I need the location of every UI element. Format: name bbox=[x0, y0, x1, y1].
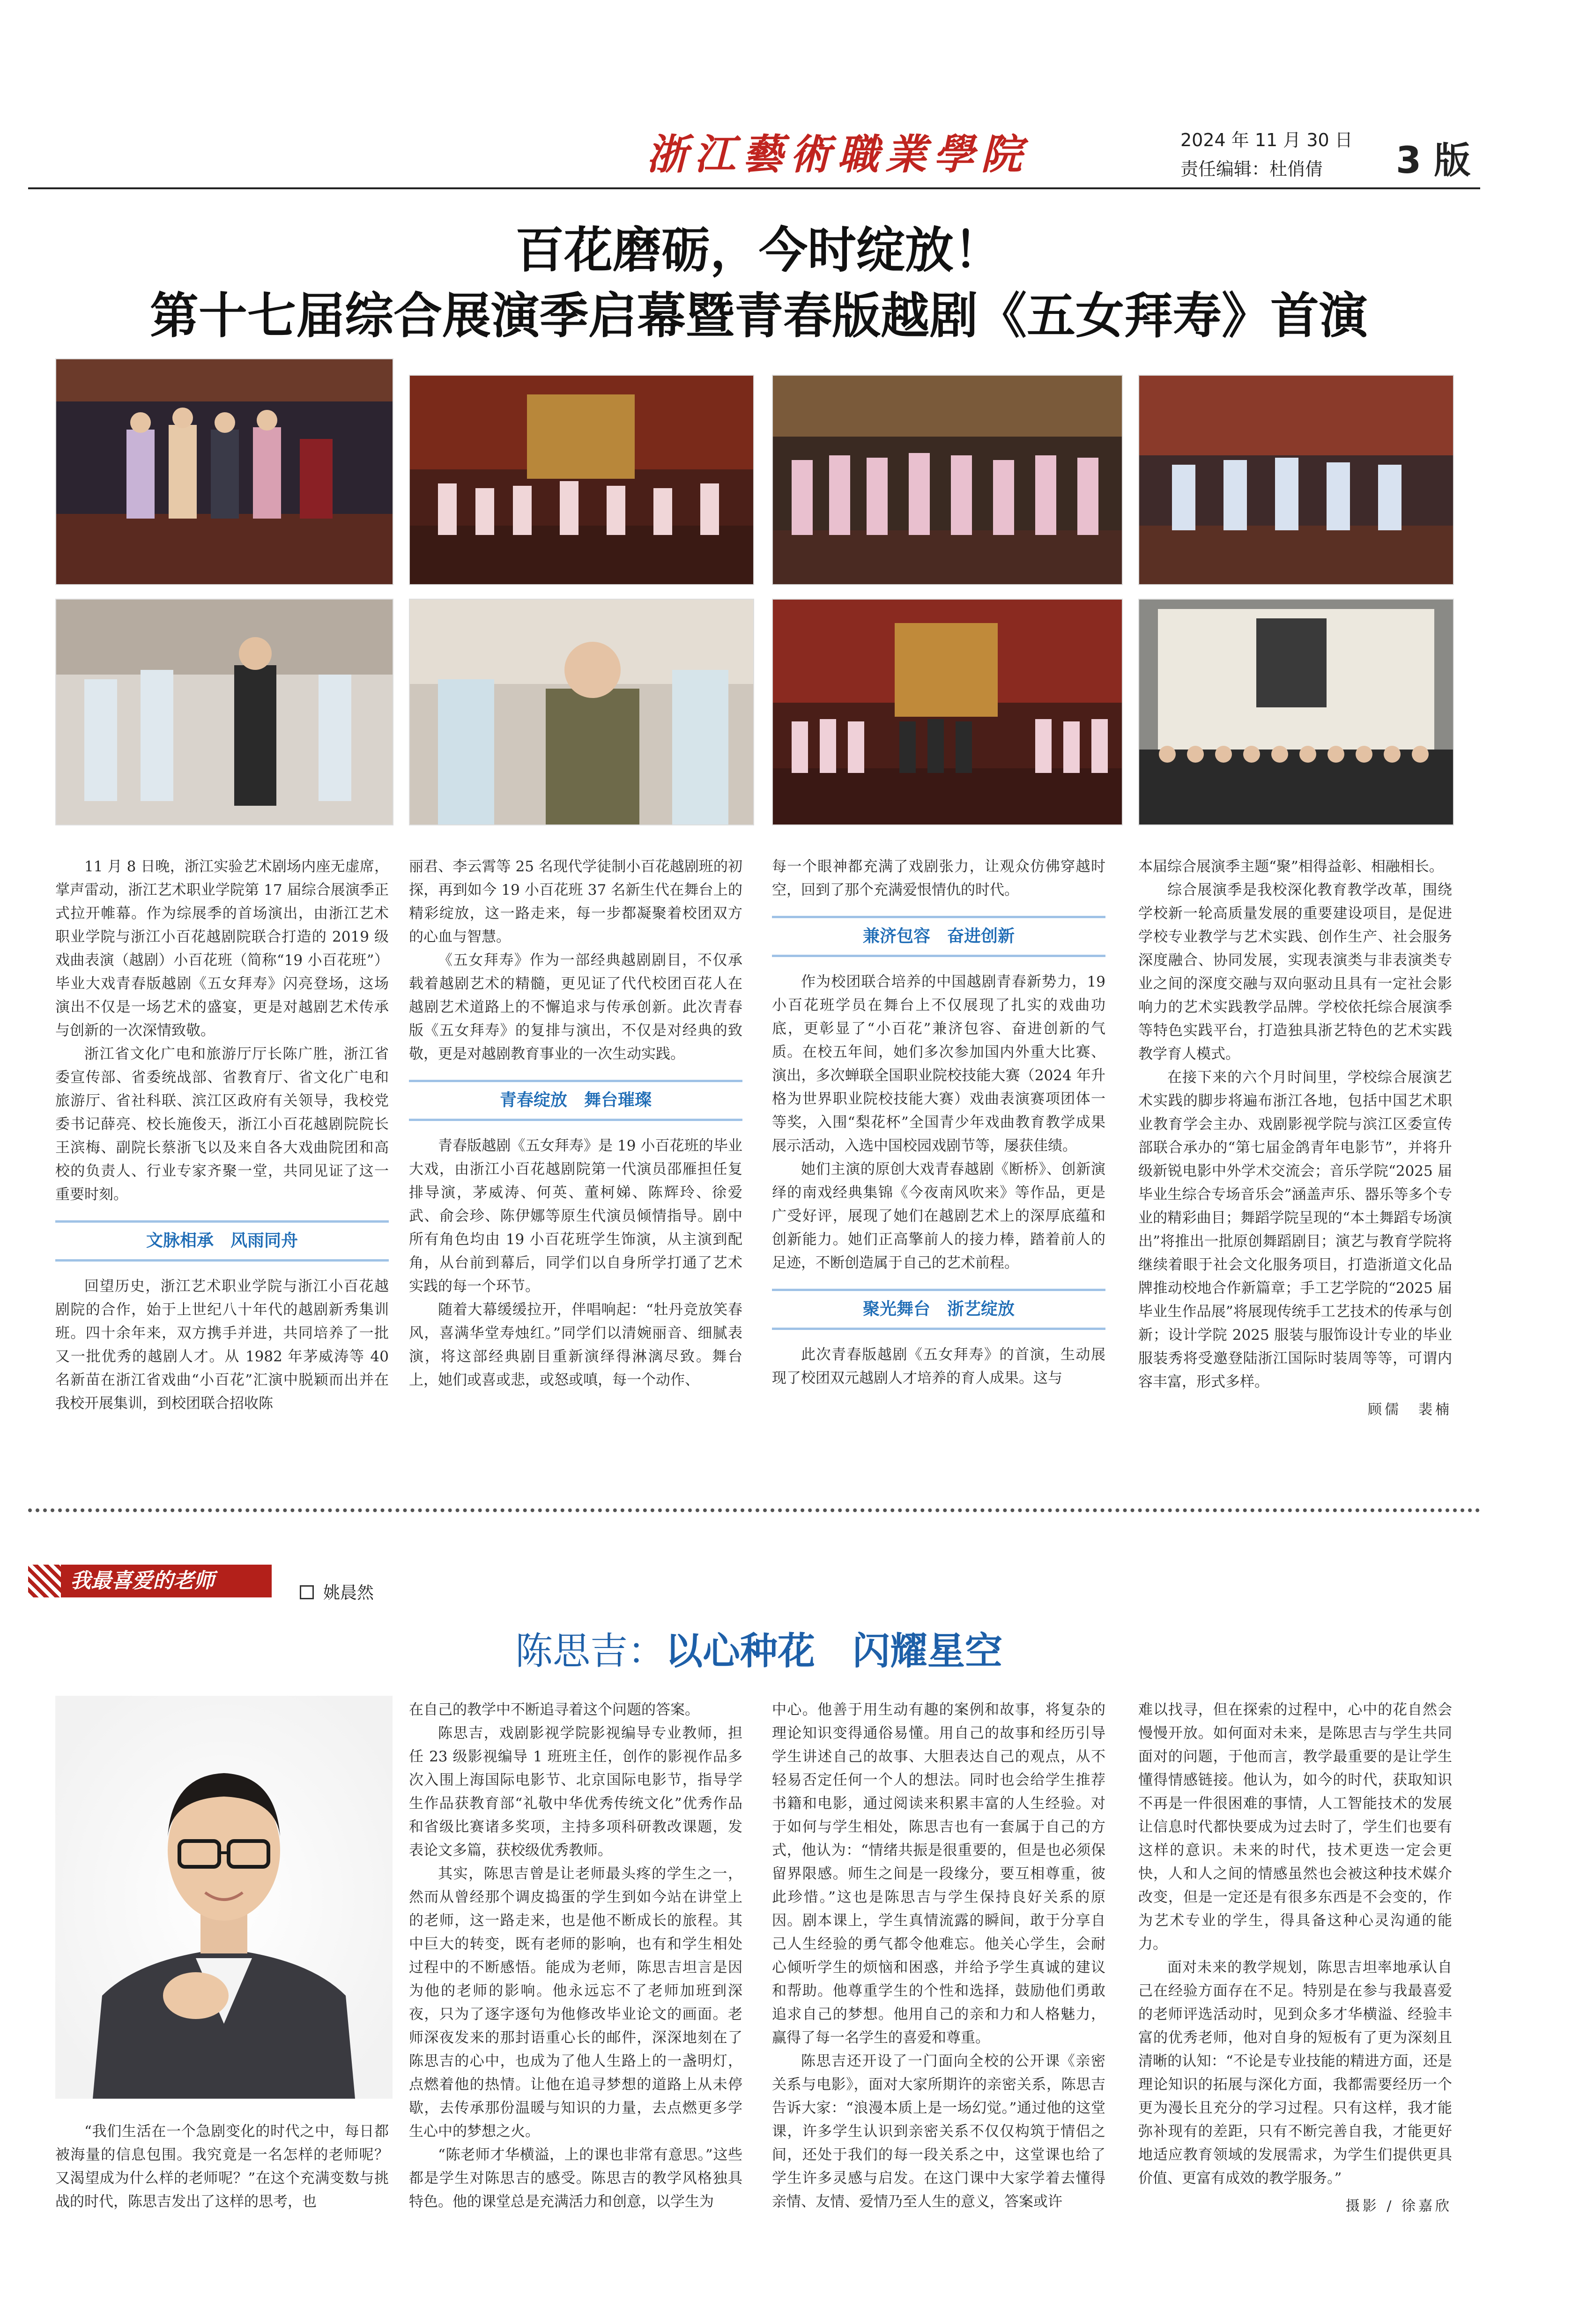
feature-column-2 bbox=[409, 1698, 742, 2213]
paragraph: 在接下来的六个月时间里，学校综合展演艺术实践的脚步将遍布浙江各地，包括中国艺术职业教育学会主办、戏剧影视学院与滨江区委宣传部联合承办的“第七届金鸽青年电影节”，并将升级新锐电影中外学术交流会；音乐学院“2025 届毕业生综合专场音乐会”涵盖声乐、器乐等多个专业的精彩曲目；舞蹈学院呈现的“本土舞蹈专场演出”将推出一批原创舞蹈剧目；演艺与教育学院将继续着眼于社会文化服务项目，打造浙道文化品牌推动校地合作新篇章；手工艺学院的“2025 届毕业生作品展”将展现传统手工艺技术的传承与创新；设计学院 2025 服装与服饰设计专业的毕业服装秀将受邀登陆浙江国际时装周等等，可谓内容丰富，形式多样。 bbox=[1138, 1069, 1452, 1390]
paragraph: 难以找寻，但在探索的过程中，心中的花自然会慢慢开放。如何面对未来，是陈思吉与学生共同面对的问题，于他而言，教学最重要的是让学生懂得情感链接。他认为，如今的时代，获取知识不再是一件很困难的事情，人工智能技术的发展让信息时代都快要成为过去时了，学生们也要有这样的意识。未来的时代，技术更迭一定会更快，人和人之间的情感虽然也会被这种技术媒介改变，但是一定还是有很多东西是不会变的，作为艺术专业的学生，得具备这种心灵沟通的能力。 bbox=[1138, 1701, 1452, 1953]
issue-date: 2024 年 11 月 30 日 bbox=[1180, 130, 1353, 150]
stage-photo-2 bbox=[409, 375, 754, 585]
paragraph: 丽君、李云霄等 25 名现代学徒制小百花越剧班的初探，再到如今 19 小百花班 37 名新生代在舞台上的精彩绽放，这一路走来，每一步都凝聚着校团双方的心血与智慧。 bbox=[409, 858, 742, 945]
column-banner: 我最喜爱的老师 bbox=[28, 1565, 272, 1597]
editor-credit: 责任编辑：杜俏倩 bbox=[1180, 159, 1323, 179]
banner-pattern-icon bbox=[28, 1565, 61, 1597]
paragraph: 本届综合展演季主题“聚”相得益彰、相融相长。 bbox=[1138, 858, 1444, 875]
paragraph: 回望历史，浙江艺术职业学院与浙江小百花越剧院的合作，始于上世纪八十年代的越剧新秀集训班。四十余年来，双方携手并进，共同培养了一批又一批优秀的越剧人才。从 1982 年茅威涛等 40 名新苗在浙江省戏曲“小百花”汇演中脱颖而出并在我校开展集训，到校团联合招收陈 bbox=[55, 1278, 389, 1412]
feature-column-3 bbox=[772, 1698, 1105, 2213]
masthead-logo: 浙江藝術職業學院 bbox=[646, 130, 1029, 178]
page-number: 3 版 bbox=[1396, 140, 1471, 182]
feature-column-4 bbox=[1138, 1698, 1452, 2218]
article-title-line1: 百花磨砺，今时绽放！ bbox=[515, 221, 1002, 279]
article1-column-2 bbox=[409, 855, 742, 1392]
subheading: 兼济包容 奋进创新 bbox=[772, 916, 1105, 957]
article-title-line2: 第十七届综合展演季启幕暨青春版越剧《五女拜寿》首演 bbox=[149, 287, 1368, 344]
paragraph: 中心。他善于用生动有趣的案例和故事，将复杂的理论知识变得通俗易懂。用自己的故事和经历引导学生讲述自己的故事、大胆表达自己的观点，从不轻易否定任何一个人的想法。同时也会给学生推荐书籍和电影，通过阅读来积累丰富的人生经验。对于如何与学生相处，陈思吉也有一套属于自己的方式，他认为：“情绪共振是很重要的，但是也必须保留界限感。师生之间是一段缘分，要互相尊重，彼此珍惜。”这也是陈思吉与学生保持良好关系的原因。剧本课上，学生真情流露的瞬间，敢于分享自己人生经验的勇气都令他难忘。他关心学生，会耐心倾听学生的烦恼和困惑，并给予学生真诚的建议和帮助。他尊重学生的个性和选择，鼓励他们勇敢追求自己的梦想。他用自己的亲和力和人格魅力，赢得了每一名学生的喜爱和尊重。 bbox=[772, 1701, 1105, 2046]
author-box-icon bbox=[300, 1585, 314, 1599]
stage-photo-3 bbox=[772, 375, 1123, 585]
paragraph: “陈老师才华横溢，上的课也非常有意思。”这些都是学生对陈思吉的感受。陈思吉的教学风格独具特色。他的课堂总是充满活力和创意，以学生为 bbox=[409, 2146, 742, 2210]
paragraph: 《五女拜寿》作为一部经典越剧剧目，不仅承载着越剧艺术的精髓，更见证了代代校团百花人在越剧艺术道路上的不懈追求与传承创新。此次青春版《五女拜寿》的复排与演出，不仅是对经典的致敬，更是对越剧教育事业的一次生动实践。 bbox=[409, 952, 742, 1062]
paragraph: 陈思吉还开设了一门面向全校的公开课《亲密关系与电影》，面对大家所期许的亲密关系，陈思吉告诉大家：“浪漫本质上是一场幻觉。”通过他的这堂课，许多学生认识到亲密关系不仅仅构筑于情侣之间，还处于我们的每一段关系之中，这堂课也给了学生许多灵感与启发。在这门课中大家学着去懂得亲情、友情、爱情乃至人生的意义，答案或许 bbox=[772, 2053, 1105, 2210]
paragraph: 11 月 8 日晚，浙江实验艺术剧场内座无虚席，掌声雷动，浙江艺术职业学院第 17 届综合展演季正式拉开帷幕。作为综展季的首场演出，由浙江艺术职业学院与浙江小百花越剧院联合打造的 2019 级戏曲表演（越剧）小百花班（简称“19 小百花班”）毕业大戏青春版越剧《五女拜寿》闪亮登场，这场演出不仅是一场艺术的盛宴，更是对越剧艺术传承与创新的一次深情致敬。 bbox=[55, 858, 389, 1039]
subheading: 文脉相承 风雨同舟 bbox=[55, 1220, 389, 1262]
feature-title-slogan: 以心种花 闪耀星空 bbox=[665, 1629, 1002, 1673]
paragraph: “我们生活在一个急剧变化的时代之中，每日都被海量的信息包围。我究竟是一名怎样的老师呢？又渴望成为什么样的老师呢？”在这个充满变数与挑战的时代，陈思吉发出了这样的思考，也 bbox=[55, 2123, 389, 2210]
paragraph: 每一个眼神都充满了戏剧张力，让观众仿佛穿越时空，回到了那个充满爱恨情仇的时代。 bbox=[772, 858, 1105, 898]
teacher-portrait bbox=[55, 1696, 393, 2099]
subheading: 青春绽放 舞台璀璨 bbox=[409, 1080, 742, 1121]
feature-title-name: 陈思吉： bbox=[515, 1629, 665, 1673]
author-name: 姚晨然 bbox=[323, 1583, 374, 1603]
article1-column-3 bbox=[772, 855, 1105, 1390]
photo-credit: 摄影 / 徐嘉欣 bbox=[1345, 2198, 1452, 2214]
portrait-caption bbox=[55, 2120, 389, 2213]
section-divider bbox=[28, 1508, 1480, 1512]
paragraph: 作为校团联合培养的中国越剧青春新势力，19 小百花班学员在舞台上不仅展现了扎实的戏曲功底，更彰显了“小百花”兼济包容、奋进创新的气质。在校五年间，她们多次参加国内外重大比赛、演出，多次蝉联全国职业院校技能大赛（2024 年升格为世界职业院校技能大赛）戏曲表演赛项团体一等奖，入围“梨花杯”全国青少年戏曲教育教学成果展示活动，入选中国校园戏剧节等，屡获佳绩。 bbox=[772, 973, 1105, 1154]
paragraph: 她们主演的原创大戏青春越剧《断桥》、创新演绎的南戏经典集锦《今夜南风吹来》等作品，更是广受好评，展现了她们在越剧艺术上的深厚底蕴和创新能力。她们正高擎前人的接力棒，踏着前人的足迹，不断创造属于自己的艺术前程。 bbox=[772, 1161, 1105, 1271]
stage-photo-5 bbox=[772, 599, 1123, 825]
stage-photo-4 bbox=[1138, 375, 1454, 585]
rehearsal-photo-1 bbox=[55, 599, 393, 825]
paragraph: 其实，陈思吉曾是让老师最头疼的学生之一，然而从曾经那个调皮捣蛋的学生到如今站在讲堂上的老师，这一路走来，也是他不断成长的旅程。其中巨大的转变，既有老师的影响，也有和学生相处过程中的不断感悟。能成为老师，陈思吉坦言是因为他的老师的影响。他永远忘不了老师加班到深夜，只为了逐字逐句为他修改毕业论文的画面。老师深夜发来的那封语重心长的邮件，深深地刻在了陈思吉的心中，也成为了他人生路上的一盏明灯，点燃着他的热情。让他在追寻梦想的道路上从未停歇，去传承那份温暖与知识的力量，去点燃更多学生心中的梦想之火。 bbox=[409, 1865, 742, 2140]
paragraph: 陈思吉，戏剧影视学院影视编导专业教师，担任 23 级影视编导 1 班班主任，创作的影视作品多次入围上海国际电影节、北京国际电影节，指导学生作品获教育部“礼敬中华优秀传统文化”优秀作品和省级比赛诸多奖项，主持多项科研教改课题，发表论文多篇，获校级优秀教师。 bbox=[409, 1725, 742, 1859]
paragraph: 综合展演季是我校深化教育教学改革，围绕学校新一轮高质量发展的重要建设项目，是促进学校专业教学与艺术实践、创作生产、社会服务深度融合、协同发展，实现表演类与非表演类专业之间的深度交融与双向驱动且具有一定社会影响力的艺术实践教学品牌。学校依托综合展演季等特色实践平台，打造独具浙艺特色的艺术实践教学育人模式。 bbox=[1138, 882, 1452, 1062]
paragraph: 面对未来的教学规划，陈思吉坦率地承认自己在经验方面存在不足。特别是在参与我最喜爱的老师评选活动时，见到众多才华横溢、经验丰富的优秀老师，他对自身的短板有了更为深刻且清晰的认知：“不论是专业技能的精进方面，还是理论知识的拓展与深化方面，我都需要经历一个更为漫长且充分的学习过程。只有这样，我才能弥补现有的差距，只有不断完善自我，才能更好地适应教育领域的发展需求，为学生们提供更具价值、更富有成效的教学服务。” bbox=[1138, 1959, 1452, 2187]
paragraph: 在自己的教学中不断追寻着这个问题的答案。 bbox=[409, 1701, 699, 1718]
feature-title bbox=[0, 1621, 1518, 1675]
paragraph: 青春版越剧《五女拜寿》是 19 小百花班的毕业大戏，由浙江小百花越剧院第一代演员邵雁担任复排导演，茅威涛、何英、董柯娣、陈辉玲、徐爱武、俞会珍、陈伊娜等原生代演员倾情指导。剧中所有角色均由 19 小百花班学生饰演，从主演到配角，从台前到幕后，同学们以自身所学打通了艺术实践的每一个环节。 bbox=[409, 1137, 742, 1295]
rehearsal-photo-2 bbox=[409, 599, 754, 825]
paragraph: 随着大幕缓缓拉开，伴唱响起：“牡丹竞放笑春风，喜满华堂寿烛红。”同学们以清婉丽音、细腻表演，将这部经典剧目重新演绎得淋漓尽致。舞台上，她们或喜或悲，或怒或嗔，每一个动作、 bbox=[409, 1301, 742, 1388]
article1-column-1 bbox=[55, 855, 389, 1415]
article1-column-4 bbox=[1138, 855, 1452, 1422]
paragraph: 浙江省文化广电和旅游厅厅长陈广胜，浙江省委宣传部、省委统战部、省教育厅、省文化广电和旅游厅、省社科联、滨江区政府有关领导，我校党委书记薛亮、校长施俊天，浙江小百花越剧院院长王滨梅、副院长蔡浙飞以及来自各大戏曲院团和高校的负责人、行业专家齐聚一堂，共同见证了这一重要时刻。 bbox=[55, 1046, 389, 1203]
article1-credit: 顾儒 裴楠 bbox=[1368, 1402, 1452, 1418]
paragraph: 此次青春版越剧《五女拜寿》的首演，生动展现了校团双元越剧人才培养的育人成果。这与 bbox=[772, 1346, 1105, 1387]
stage-photo-1 bbox=[55, 358, 393, 585]
header-rule bbox=[28, 187, 1480, 189]
group-photo bbox=[1138, 599, 1454, 825]
subheading: 聚光舞台 浙艺绽放 bbox=[772, 1289, 1105, 1330]
